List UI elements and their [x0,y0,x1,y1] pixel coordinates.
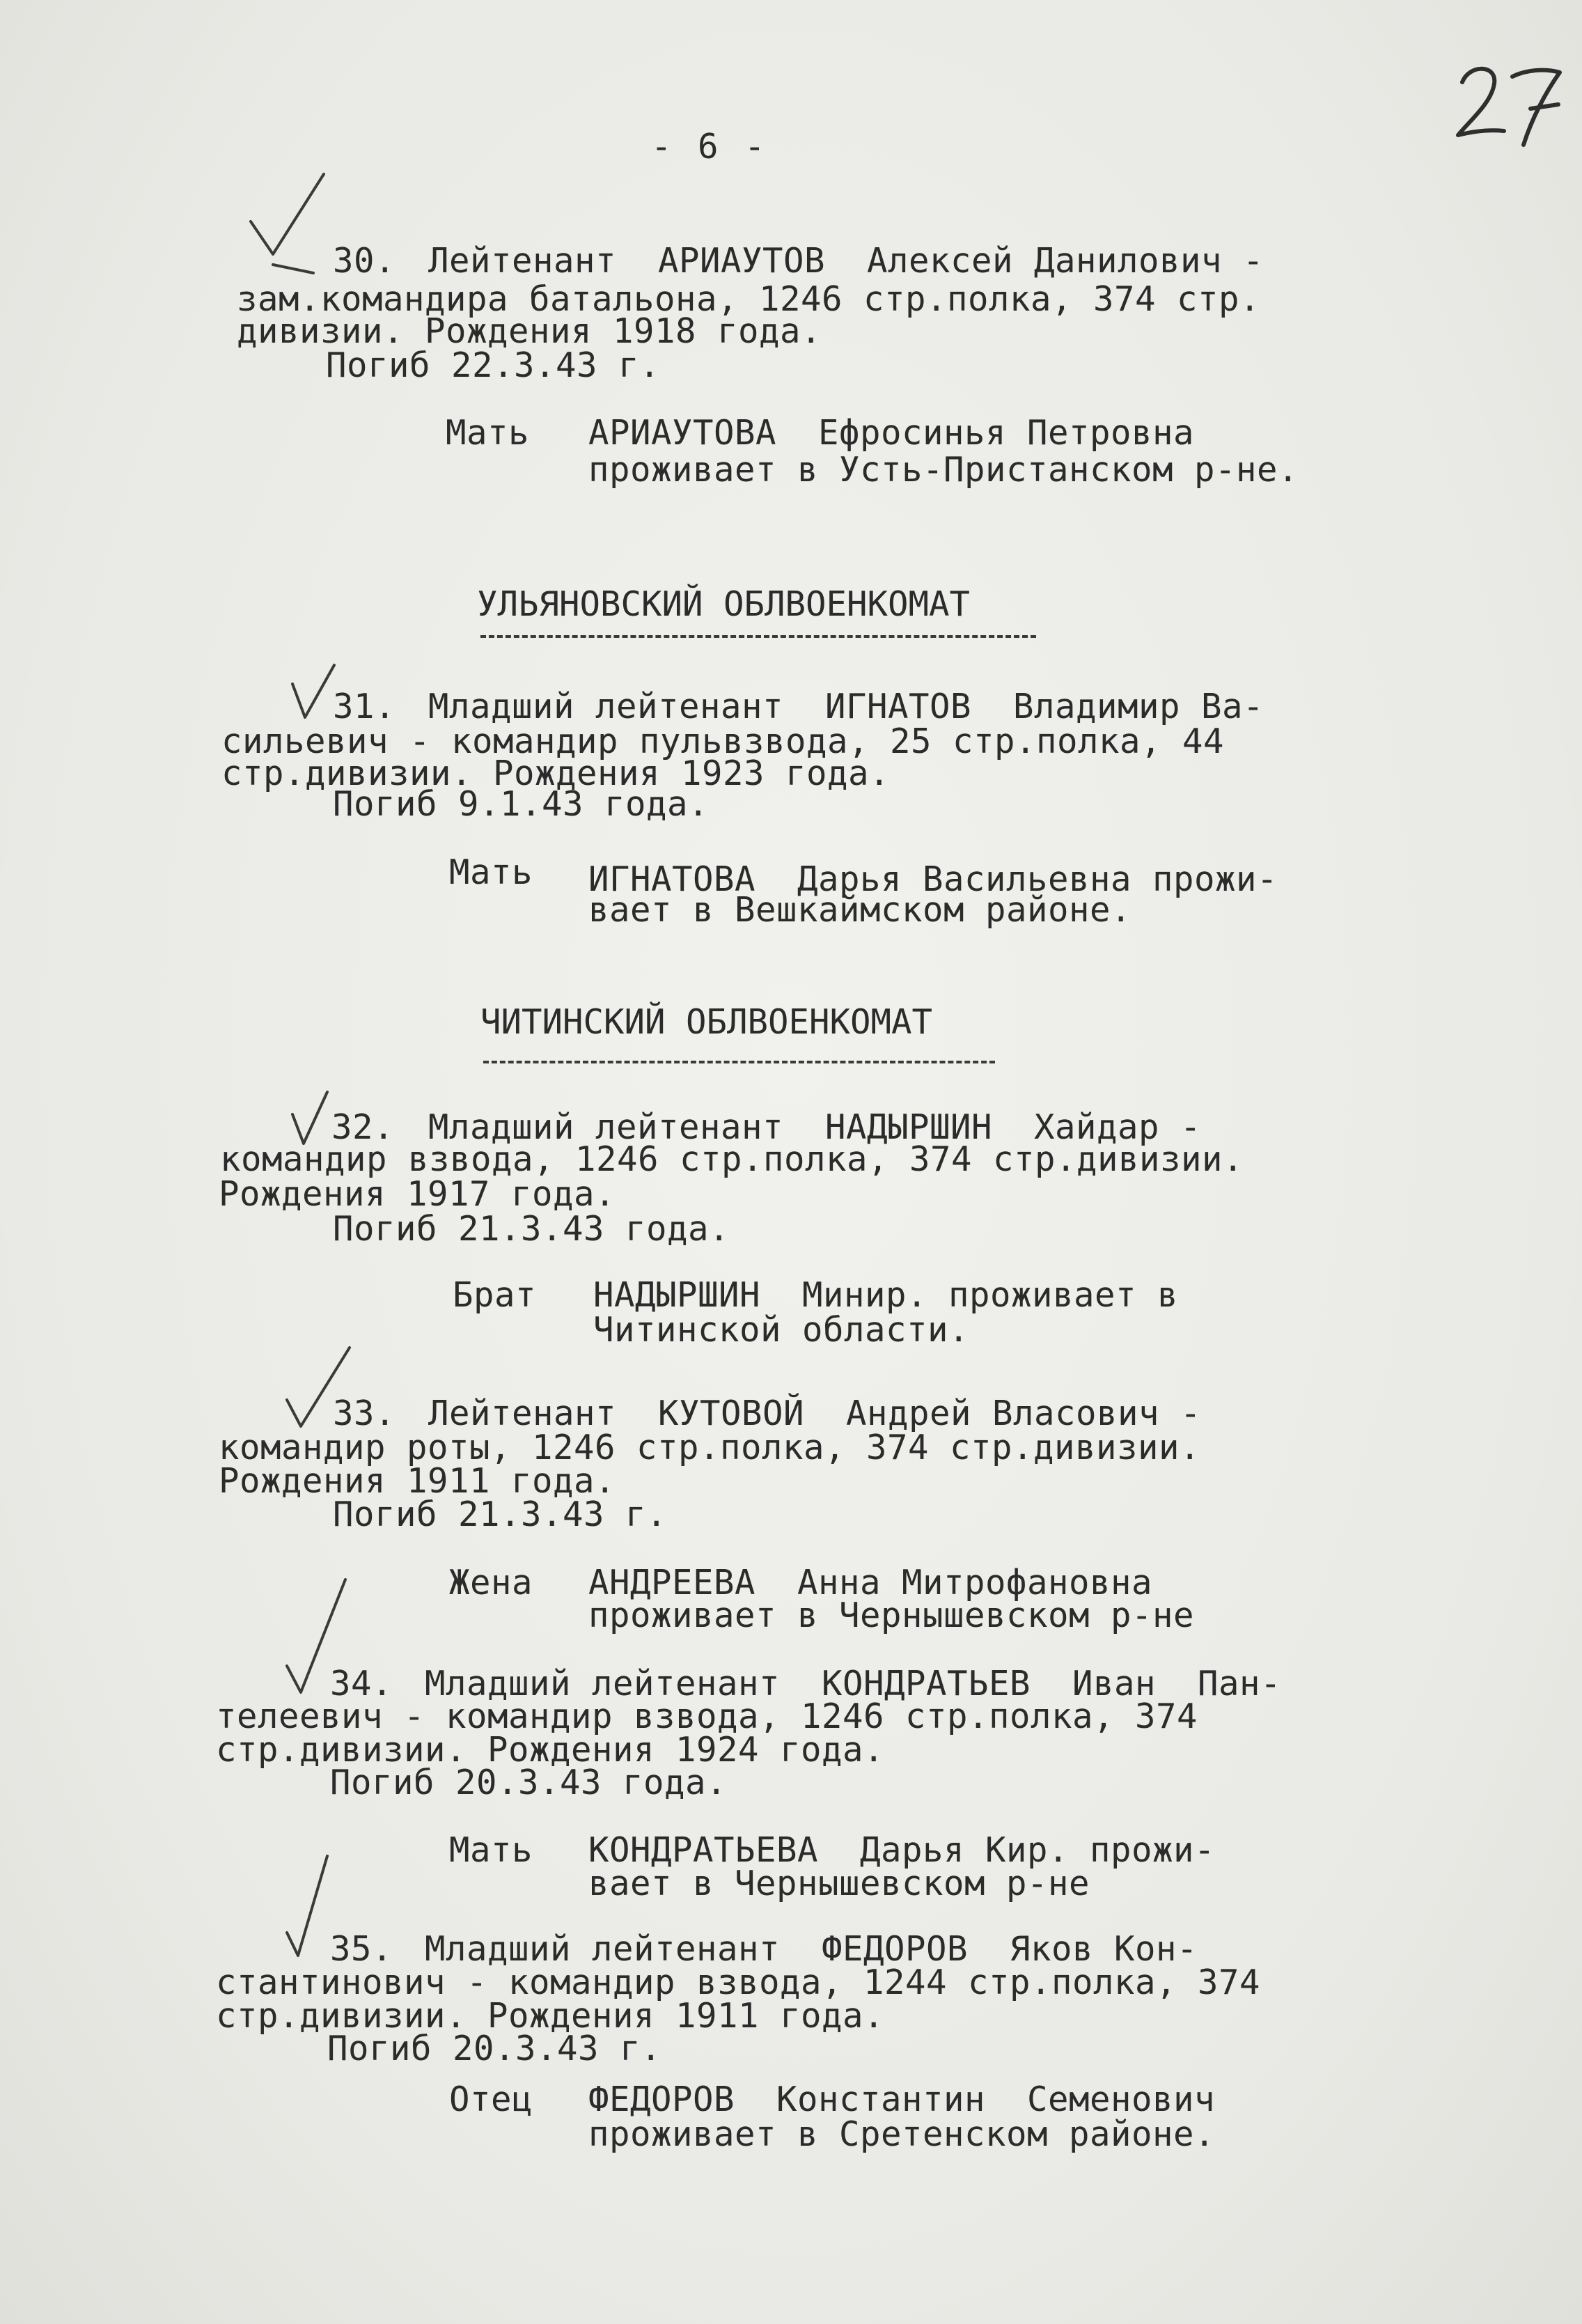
check-mark-icon [292,1092,327,1144]
check-mark-icon [287,1856,327,1956]
entry-line: телеевич - командир взвода, 1246 стр.полка, 374 [216,1697,1198,1736]
check-mark-icon [251,174,324,273]
relative-label: Жена [449,1563,533,1602]
entry-line: Младший лейтенант ФЕДОРОВ Яков Кон- [425,1929,1198,1969]
entry-line: Погиб 20.3.43 г. [327,2029,662,2068]
check-mark-icon [287,1580,345,1692]
entry-number: 35. [330,1929,393,1969]
entry-line: дивизии. Рождения 1918 года. [237,311,822,351]
entry-line: стр.дивизии. Рождения 1924 года. [216,1730,885,1770]
relative-line: проживает в Сретенском районе. [588,2114,1216,2154]
entry-number: 32. [331,1107,395,1147]
relative-line: АРИАУТОВА Ефросинья Петровна [588,413,1195,453]
entry-line: Младший лейтенант ИГНАТОВ Владимир Ва- [428,687,1264,726]
relative-label: Мать [449,1830,533,1870]
relative-line: вает в Вешкаймском районе. [588,890,1132,930]
check-mark-icon [287,1348,350,1426]
entry-line: Погиб 21.3.43 года. [333,1209,730,1249]
entry-line: стантинович - командир взвода, 1244 стр.полка, 374 [216,1963,1261,2002]
entry-number: 33. [333,1394,396,1433]
page-number: - 6 - [651,127,768,166]
entry-line: командир роты, 1246 стр.полка, 374 стр.дивизии. [219,1428,1201,1467]
entry-line: Рождения 1911 года. [219,1461,616,1501]
entry-line: стр.дивизии. Рождения 1923 года. [221,754,891,793]
entry-line: Младший лейтенант НАДЫРШИН Хайдар - [428,1107,1202,1147]
entry-line: Лейтенант КУТОВОЙ Андрей Власович - [428,1394,1202,1433]
relative-line: проживает в Чернышевском р-не [588,1596,1195,1635]
relative-line: проживает в Усть-Пристанском р-не. [588,450,1299,490]
entry-line: Погиб 22.3.43 г. [326,345,661,385]
entry-line: стр.дивизии. Рождения 1911 года. [216,1996,885,2036]
entry-number: 30. [333,241,396,281]
relative-line: КОНДРАТЬЕВА Дарья Кир. прожи- [588,1830,1216,1870]
relative-label: Брат [453,1275,537,1315]
section-heading-chita: ЧИТИНСКИЙ ОБЛВОЕНКОМАТ [480,1002,933,1042]
relative-label: Отец [449,2080,533,2119]
entry-line: Рождения 1917 года. [219,1174,616,1214]
relative-label: Мать [446,413,530,453]
section-heading-ulyanovsk: УЛЬЯНОВСКИЙ ОБЛВОЕНКОМАТ [477,584,971,624]
entry-number: 31. [333,687,396,726]
entry-line: Лейтенант АРИАУТОВ Алексей Данилович - [428,241,1264,281]
relative-label: Мать [449,852,533,892]
check-mark-icon [292,665,334,717]
entry-number: 34. [330,1664,393,1703]
entry-line: Младший лейтенант КОНДРАТЬЕВ Иван Пан- [425,1664,1282,1703]
entry-line: зам.командира батальона, 1246 стр.полка, 374 стр. [237,279,1261,319]
relative-line: ФЕДОРОВ Константин Семенович [588,2080,1216,2119]
entry-line: командир взвода, 1246 стр.полка, 374 стр.дивизии. [220,1139,1244,1179]
relative-line: вает в Чернышевском р-не [588,1864,1090,1903]
entry-line: сильевич - командир пульвзвода, 25 стр.полка, 44 [221,722,1225,761]
relative-line: Читинской области. [593,1310,970,1350]
entry-line: Погиб 9.1.43 года. [333,784,710,824]
relative-line: АНДРЕЕВА Анна Митрофановна [588,1563,1153,1602]
relative-line: ИГНАТОВА Дарья Васильевна прожи- [588,859,1278,899]
entry-line: Погиб 21.3.43 г. [333,1495,668,1534]
relative-line: НАДЫРШИН Минир. проживает в [593,1275,1179,1315]
entry-line: Погиб 20.3.43 года. [330,1763,728,1802]
